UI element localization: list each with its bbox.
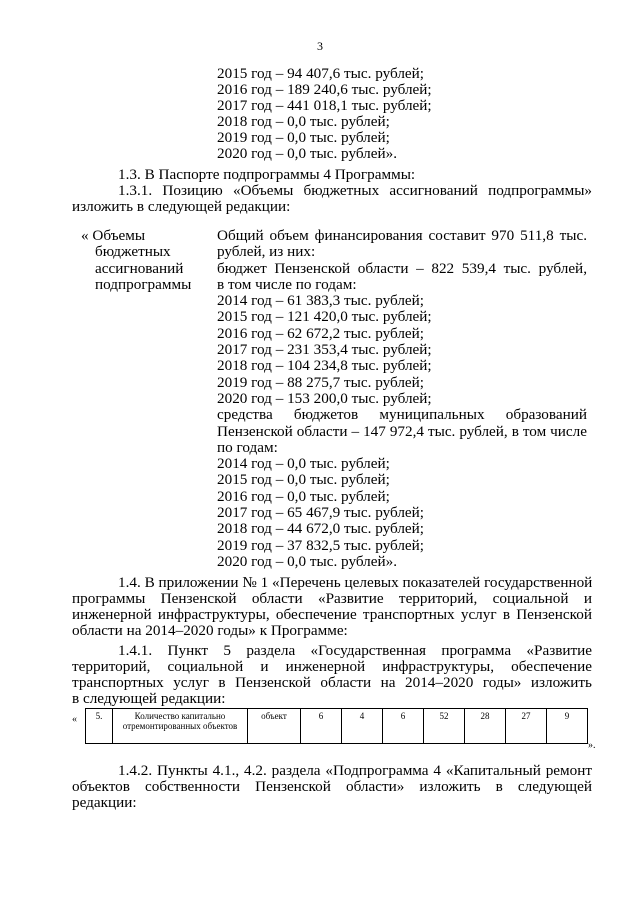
municipal-line2: Пензенской области – 147 972,4 тыс. рублей, в том числе xyxy=(217,422,587,440)
passport-label-line: « Объемы xyxy=(81,227,146,244)
municipal-year: 2018 год – 44 672,0 тыс. рублей; xyxy=(217,520,425,538)
section-1-4-1-line: территорий, социальной и инженерной инфраструктуры, обеспечение xyxy=(72,658,592,675)
municipal-year: 2016 год – 0,0 тыс. рублей; xyxy=(217,487,390,505)
table-close-quote: ». xyxy=(588,740,596,751)
section-1-3: 1.3. В Паспорте подпрограммы 4 Программы: xyxy=(118,166,416,183)
regional-year: 2018 год – 104 234,8 тыс. рублей; xyxy=(217,357,432,375)
regional-year: 2015 год – 121 420,0 тыс. рублей; xyxy=(217,308,432,326)
passport-label-line: бюджетных xyxy=(95,243,171,261)
indicators-table xyxy=(85,708,588,744)
funding-line: 2018 год – 0,0 тыс. рублей; xyxy=(217,113,390,130)
total-line2: рублей, из них: xyxy=(217,243,316,261)
municipal-year: 2019 год – 37 832,5 тыс. рублей; xyxy=(217,536,425,554)
funding-line: 2020 год – 0,0 тыс. рублей». xyxy=(217,145,398,162)
section-1-4-line: инженерной инфраструктуры, обеспечение транспортных услуг в Пензенской xyxy=(72,606,592,623)
municipal-year: 2014 год – 0,0 тыс. рублей; xyxy=(217,455,390,473)
section-1-4-1-line: 1.4.1. Пункт 5 раздела «Государственная программа «Развитие xyxy=(118,642,592,659)
table-cell-value: 9 xyxy=(547,709,588,744)
regional-year: 2016 год – 62 672,2 тыс. рублей; xyxy=(217,324,425,342)
table-row xyxy=(86,709,588,744)
page-number: 3 xyxy=(317,39,323,53)
table-cell-number: 5. xyxy=(86,709,113,744)
table-open-quote: « xyxy=(72,714,77,725)
funding-line: 2016 год – 189 240,6 тыс. рублей; xyxy=(217,81,432,98)
municipal-year: 2017 год – 65 467,9 тыс. рублей; xyxy=(217,504,425,522)
section-1-4-2-line: редакции: xyxy=(72,794,137,811)
table-cell-value: 6 xyxy=(301,709,342,744)
table-cell-value: 4 xyxy=(342,709,383,744)
table-cell-value: 27 xyxy=(506,709,547,744)
regional-year: 2019 год – 88 275,7 тыс. рублей; xyxy=(217,373,425,391)
passport-label xyxy=(81,227,205,293)
funding-line: 2017 год – 441 018,1 тыс. рублей; xyxy=(217,97,432,114)
table-cell-value: 52 xyxy=(424,709,465,744)
section-1-4-line: области на 2014–2020 годы» к Программе: xyxy=(72,622,348,639)
municipal-year: 2020 год – 0,0 тыс. рублей». xyxy=(217,552,398,570)
total-line1: Общий объем финансирования составит 970 511,8 тыс. xyxy=(217,227,587,244)
passport-label-line: ассигнований xyxy=(95,259,184,277)
municipal-line3: по годам: xyxy=(217,438,278,456)
regional-year: 2014 год – 61 383,3 тыс. рублей; xyxy=(217,292,425,310)
section-1-4-2-line: 1.4.2. Пункты 4.1., 4.2. раздела «Подпрограмма 4 «Капитальный ремонт xyxy=(118,762,592,779)
section-1-4-line: программы Пензенской области «Развитие территорий, социальной и xyxy=(72,590,592,607)
section-1-4-line: 1.4. В приложении № 1 «Перечень целевых показателей государственной xyxy=(118,574,593,591)
table-cell-value: 28 xyxy=(465,709,506,744)
section-1-4-1-line: в следующей редакции: xyxy=(72,690,226,707)
passport-content xyxy=(217,228,587,570)
regional-year: 2020 год – 153 200,0 тыс. рублей; xyxy=(217,389,432,407)
section-1-3-1-line1: 1.3.1. Позицию «Объемы бюджетных ассигнований подпрограммы» xyxy=(118,182,592,199)
passport-label-line: подпрограммы xyxy=(95,275,192,293)
section-1-4-1-line: транспортных услуг в Пензенской области на 2014–2020 годы» изложить xyxy=(72,674,592,691)
regional-line2: в том числе по годам: xyxy=(217,275,357,293)
funding-line: 2019 год – 0,0 тыс. рублей; xyxy=(217,129,390,146)
municipal-year: 2015 год – 0,0 тыс. рублей; xyxy=(217,471,390,489)
section-1-3-1-line2: изложить в следующей редакции: xyxy=(72,198,291,215)
table-cell-value: 6 xyxy=(383,709,424,744)
regional-year: 2017 год – 231 353,4 тыс. рублей; xyxy=(217,341,432,359)
table-cell-indicator: Количество капитально отремонтированных объектов xyxy=(113,709,248,744)
table-cell-unit: объект xyxy=(248,709,301,744)
municipal-line1: средства бюджетов муниципальных образований xyxy=(217,406,587,424)
regional-line1: бюджет Пензенской области – 822 539,4 тыс. рублей, xyxy=(217,259,587,277)
funding-line: 2015 год – 94 407,6 тыс. рублей; xyxy=(217,65,425,82)
section-1-4-2-line: объектов собственности Пензенской области» изложить в следующей xyxy=(72,778,592,795)
